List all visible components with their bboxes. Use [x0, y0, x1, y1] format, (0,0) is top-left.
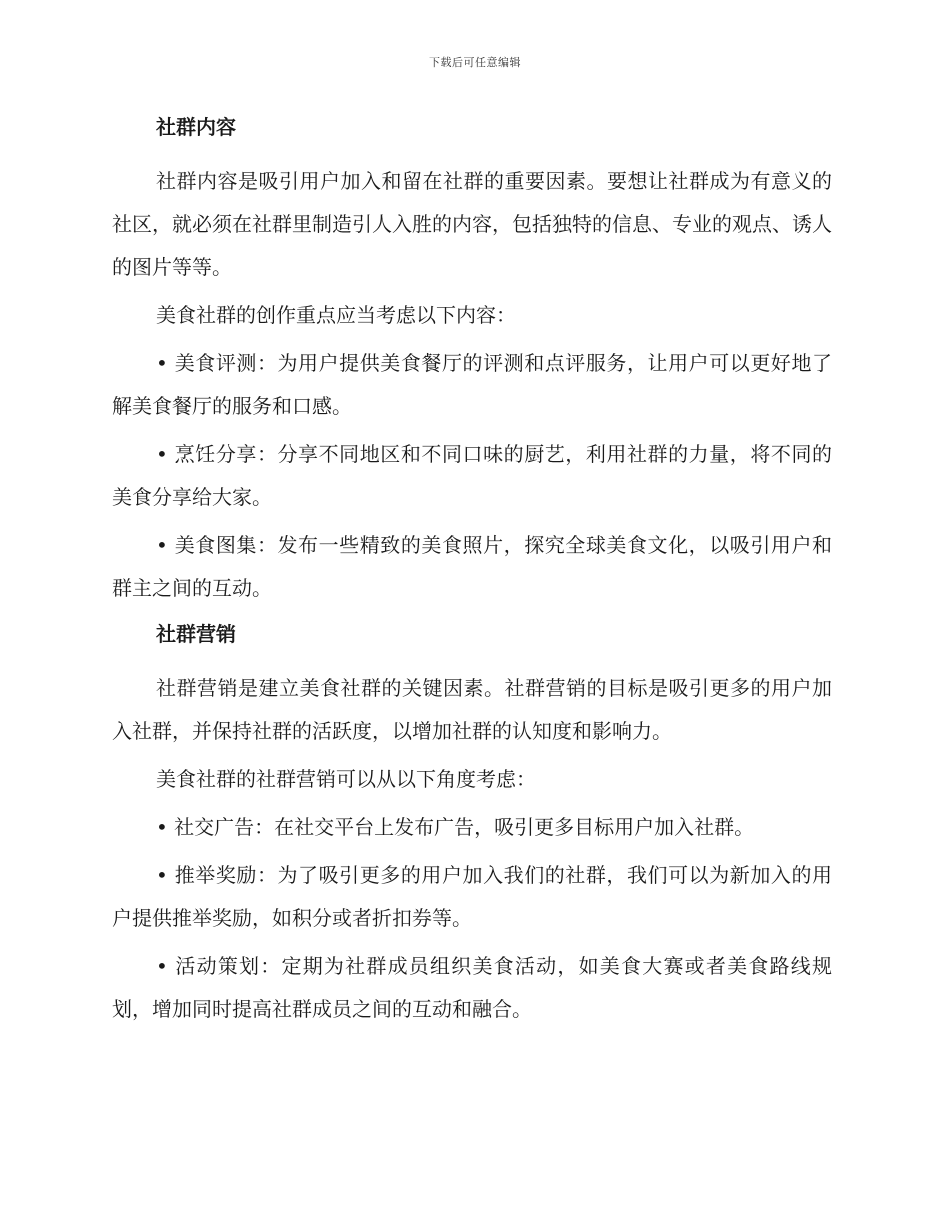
header-note: 下载后可任意编辑 [429, 56, 521, 69]
document-body [112, 108, 832, 1036]
list-item: • 美食图集：发布一些精致的美食照片，探究全球美食文化，以吸引用户和群主之间的互动。 [112, 533, 832, 600]
list-item: • 推举奖励：为了吸引更多的用户加入我们的社群，我们可以为新加入的用户提供推举奖励，如积分或者折扣券等。 [112, 863, 832, 930]
paragraph: 社群内容是吸引用户加入和留在社群的重要因素。要想让社群成为有意义的社区，就必须在社群里制造引人入胜的内容，包括独特的信息、专业的观点、诱人的图片等等。 [112, 169, 832, 279]
section-community-content [112, 108, 832, 610]
list-item: • 社交广告：在社交平台上发布广告，吸引更多目标用户加入社群。 [156, 815, 755, 839]
list-item: • 美食评测：为用户提供美食餐厅的评测和点评服务，让用户可以更好地了解美食餐厅的服务和口感。 [112, 351, 832, 418]
section-heading: 社群营销 [156, 622, 236, 646]
section-community-marketing [112, 615, 832, 1031]
paragraph: 美食社群的创作重点应当考虑以下内容： [156, 303, 516, 327]
paragraph: 社群营销是建立美食社群的关键因素。社群营销的目标是吸引更多的用户加入社群，并保持社群的活跃度，以增加社群的认知度和影响力。 [112, 676, 832, 743]
list-item: • 烹饪分享：分享不同地区和不同口味的厨艺，利用社群的力量，将不同的美食分享给大家。 [112, 442, 832, 509]
paragraph: 美食社群的社群营销可以从以下角度考虑： [156, 767, 536, 791]
section-heading: 社群内容 [156, 115, 236, 139]
list-item: • 活动策划：定期为社群成员组织美食活动，如美食大赛或者美食路线规划，增加同时提高社群成员之间的互动和融合。 [112, 954, 832, 1021]
